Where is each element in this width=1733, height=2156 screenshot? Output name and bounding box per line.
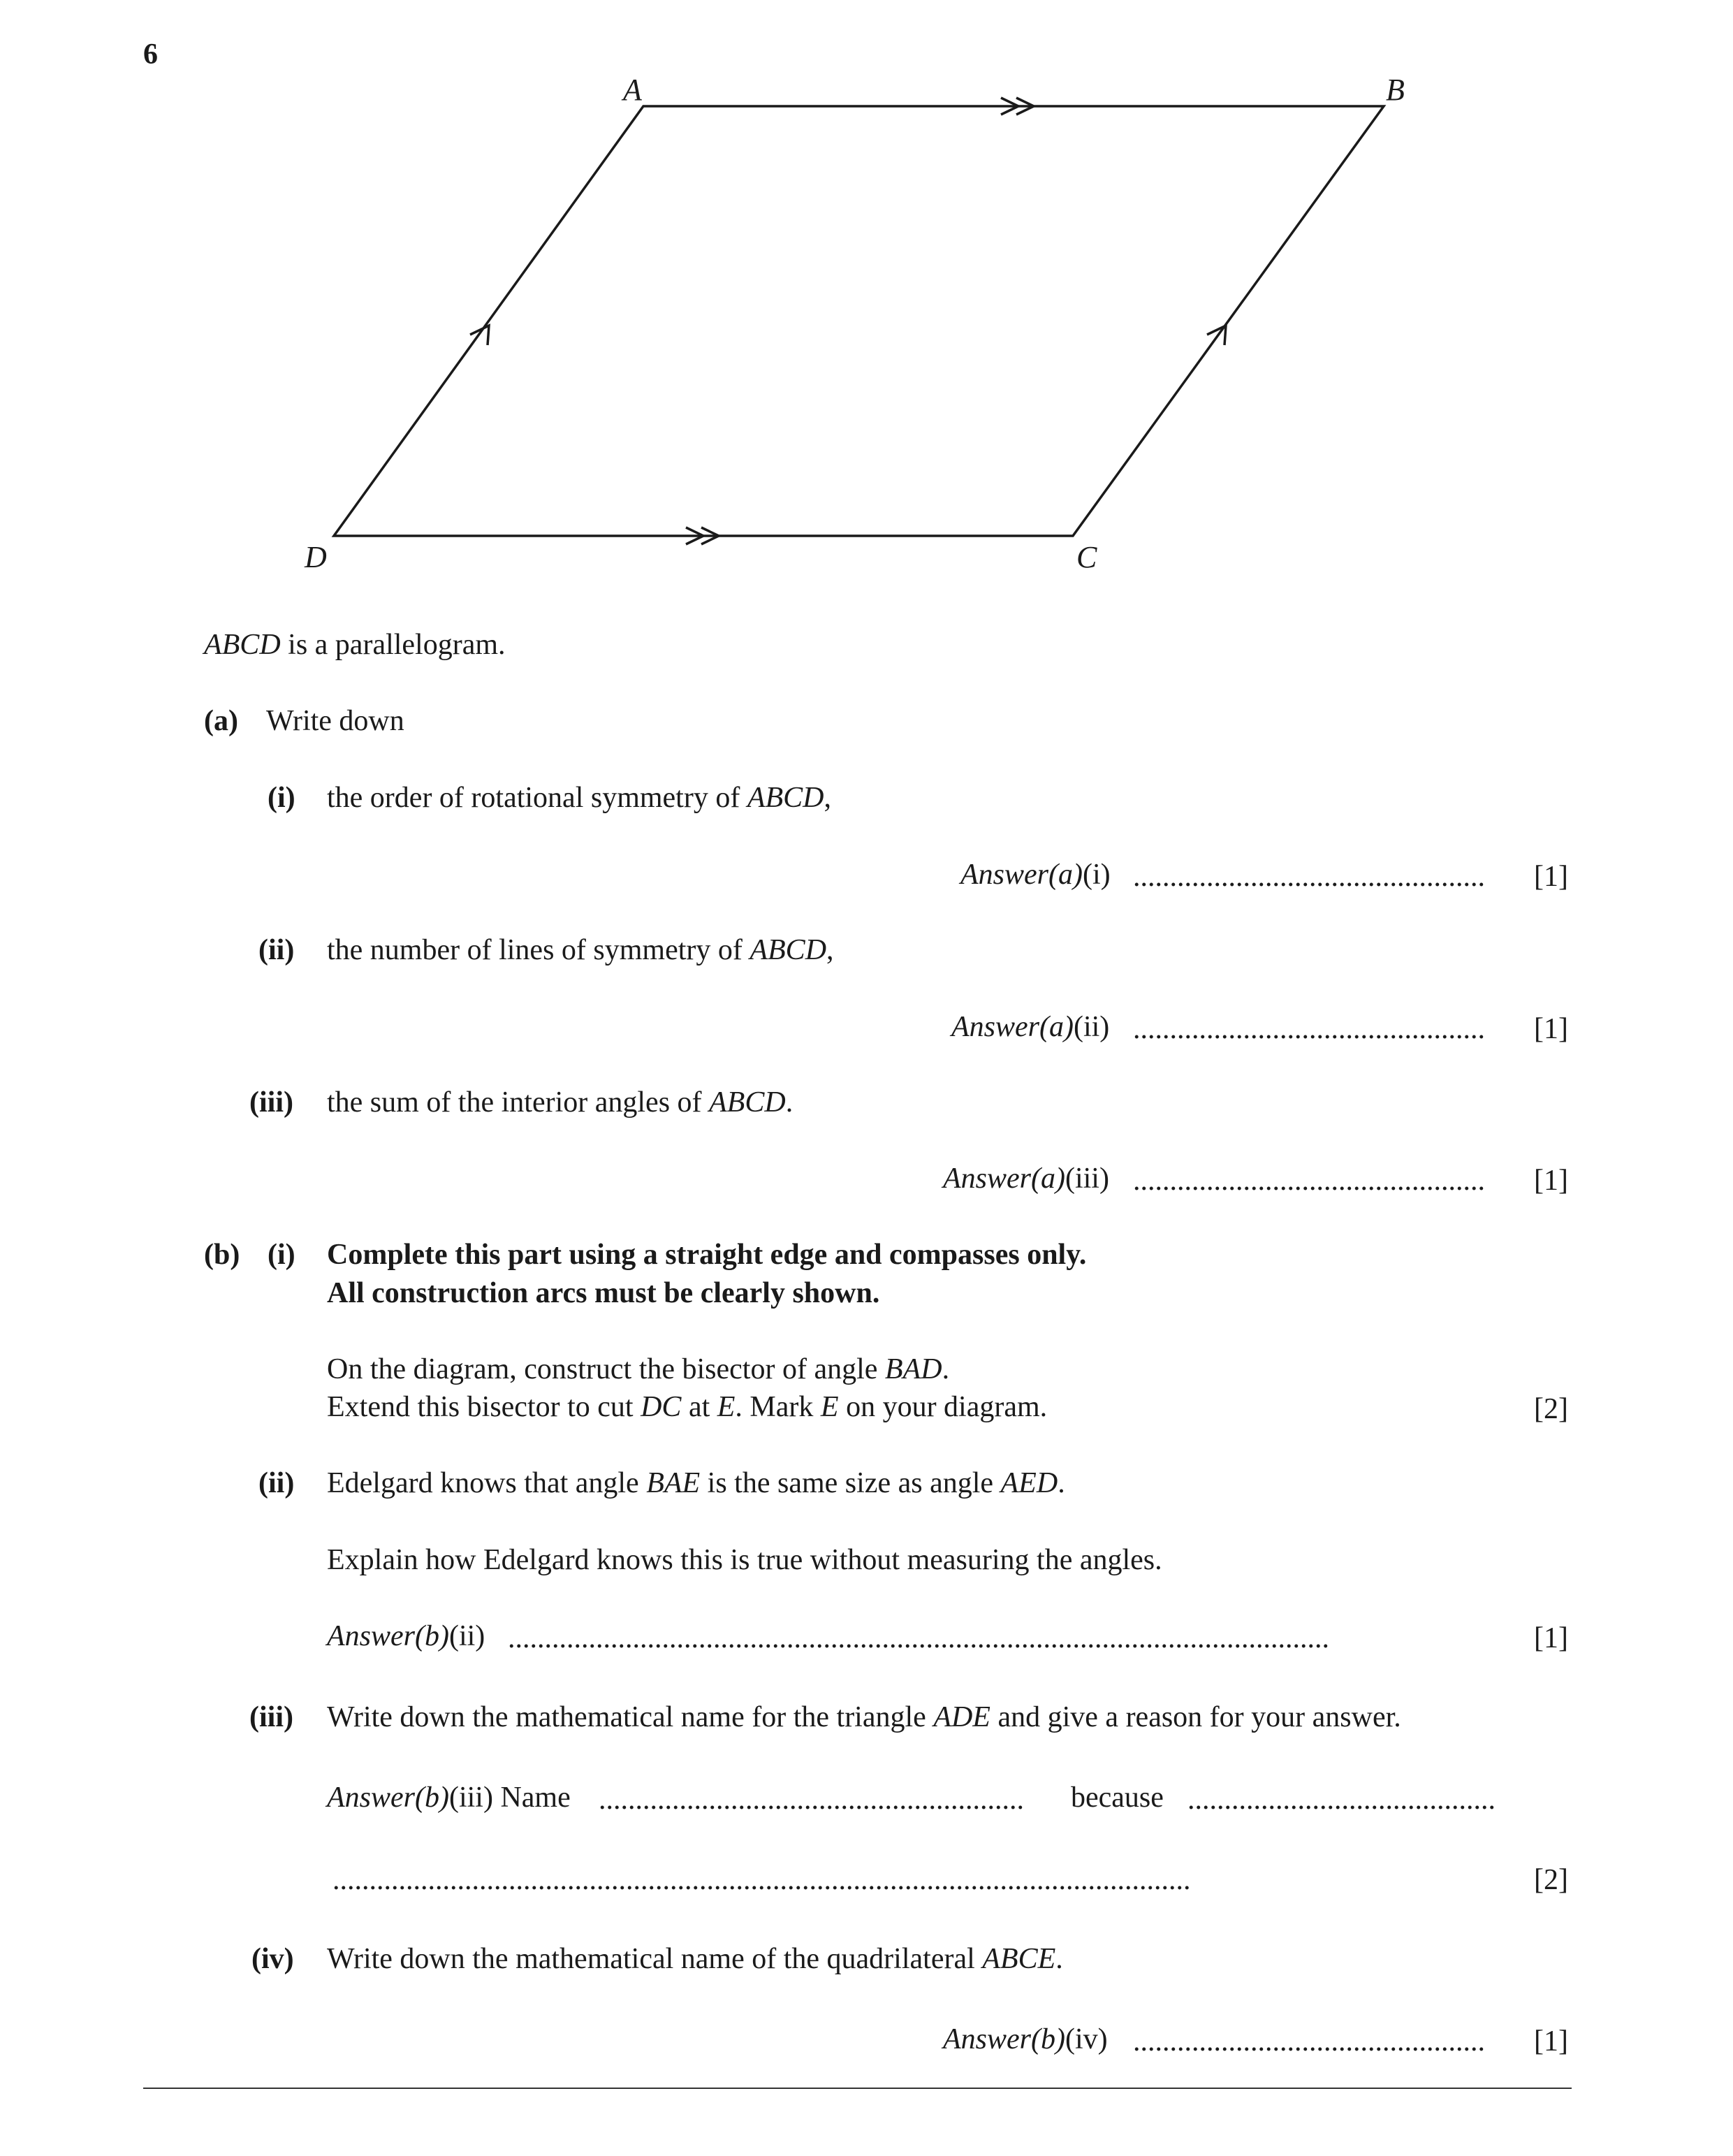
part-a-ii-answer-label: Answer(a)(ii) [951,1011,1110,1043]
vertex-label-d: D [305,540,327,574]
part-b-iii-question: Write down the mathematical name for the triangle ADE and give a reason for your answer. [327,1701,1401,1733]
part-b-iii-label: (iii) [249,1701,293,1733]
part-b-iv-question: Write down the mathematical name of the quadrilateral ABCE. [327,1943,1063,1975]
part-b-i-task-2: Extend this bisector to cut DC at E. Mark E on your diagram. [327,1391,1048,1423]
vertex-label-b: B [1386,73,1405,107]
part-a-iii-marks: [1] [1534,1165,1568,1197]
part-b-ii-label: (ii) [258,1467,295,1499]
part-b-ii-answer-line[interactable]: ................................................................................................................ [508,1622,1329,1654]
part-b-i-task-1: On the diagram, construct the bisector of angle BAD. [327,1353,950,1385]
part-b-iv-answer-label: Answer(b)(iv) [943,2023,1108,2055]
part-a-iii-answer-line[interactable]: ................................................ [1133,1165,1485,1197]
page-number: 6 [143,38,158,71]
part-b-ii-answer-label: Answer(b)(ii) [327,1620,485,1652]
part-a-i-marks: [1] [1534,861,1568,893]
part-a-iii-label: (iii) [249,1086,293,1119]
part-b-iii-name-line[interactable]: .......................................................... [599,1784,1024,1816]
part-a-iii-question: the sum of the interior angles of ABCD. [327,1086,794,1119]
parallelogram-diagram [0,0,1733,629]
part-b-label: (b) [204,1239,240,1271]
part-a-i-question: the order of rotational symmetry of ABCD, [327,782,831,814]
part-a-stem: Write down [266,705,404,737]
part-b-i-label: (i) [268,1239,295,1271]
part-b-iii-because: because [1071,1782,1164,1814]
part-a-i-answer-line[interactable]: ................................................ [1133,861,1485,893]
part-a-i-answer-label: Answer(a)(i) [960,859,1111,891]
part-a-ii-question: the number of lines of symmetry of ABCD, [327,934,834,966]
part-a-label: (a) [204,705,238,737]
part-b-iii-reason-line-1[interactable]: .......................................... [1187,1784,1496,1816]
part-b-iii-reason-line-2[interactable]: ..................................................................................................................... [332,1864,1191,1896]
part-a-ii-label: (ii) [258,934,295,966]
part-a-iii-answer-label: Answer(a)(iii) [943,1163,1109,1195]
parallelogram-abcd [334,106,1384,536]
part-b-i-instruction-1: Complete this part using a straight edge and compasses only. [327,1239,1087,1271]
part-b-iii-marks: [2] [1534,1864,1568,1896]
part-b-ii-question-2: Explain how Edelgard knows this is true without measuring the angles. [327,1544,1162,1576]
part-b-ii-marks: [1] [1534,1622,1568,1654]
part-b-iv-label: (iv) [251,1943,294,1975]
part-a-i-label: (i) [268,782,295,814]
page-footer-rule [143,2088,1572,2089]
part-b-i-instruction-2: All construction arcs must be clearly shown. [327,1277,880,1309]
intro-statement: ABCD is a parallelogram. [204,629,506,661]
vertex-label-a: A [623,73,642,107]
part-b-iv-answer-line[interactable]: ................................................ [1133,2025,1485,2057]
part-b-i-marks: [2] [1534,1393,1568,1425]
vertex-label-c: C [1076,540,1097,574]
part-b-ii-question-1: Edelgard knows that angle BAE is the same size as angle AED. [327,1467,1065,1499]
part-a-ii-marks: [1] [1534,1013,1568,1045]
part-b-iii-answer-label: Answer(b)(iii) Name [327,1782,571,1814]
part-b-iv-marks: [1] [1534,2025,1568,2057]
part-a-ii-answer-line[interactable]: ................................................ [1133,1013,1485,1045]
